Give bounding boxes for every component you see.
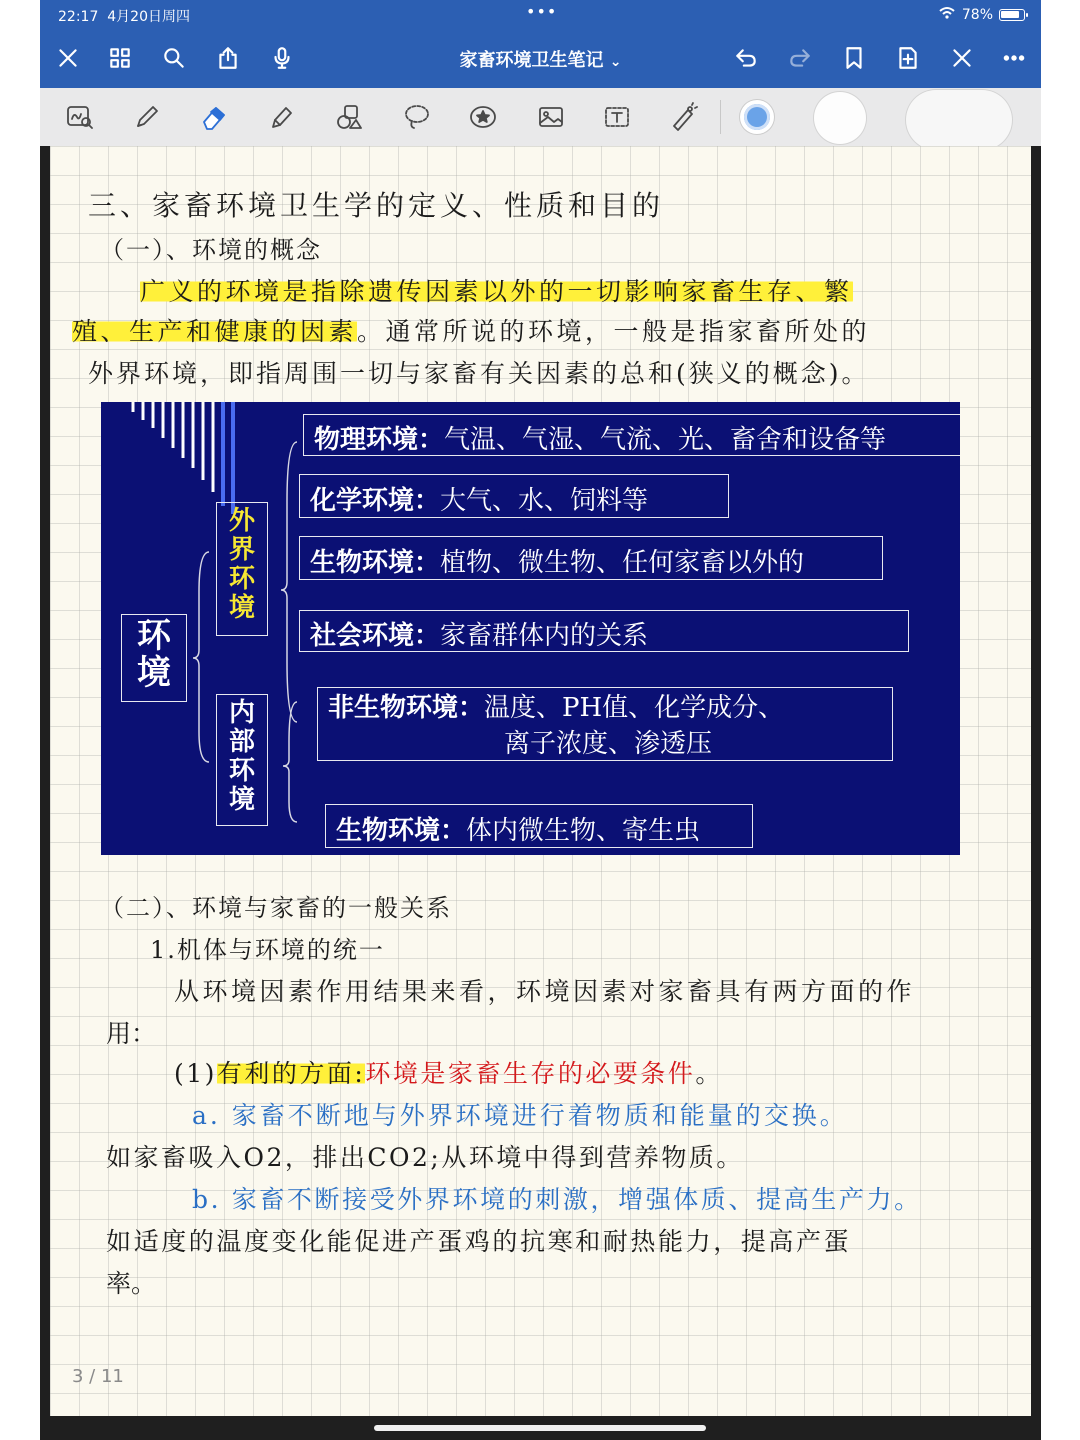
battery-icon [999,9,1025,21]
diagram-item-abiotic: 非生物环境：温度、PH值、化学成分、 离子浓度、渗透压 [317,687,893,761]
battery-percent: 78% [961,7,993,23]
subsection-heading-2: （二）、环境与家畜的一般关系 [100,894,452,922]
section-heading: 三、家畜环境卫生学的定义、性质和目的 [88,189,665,222]
image-tool-icon[interactable] [534,100,568,134]
point-b-line-3: 率。 [106,1269,157,1298]
highlighter-tool-icon[interactable] [264,100,298,134]
point-a: a. 家畜不断地与外界环境进行着物质和能量的交换。 [192,1101,848,1130]
wifi-icon [938,6,956,24]
text-tool-icon[interactable] [600,100,634,134]
document-title[interactable]: 家畜环境卫生笔记 ⌄ [459,50,622,71]
sticker-tool-icon[interactable] [466,100,500,134]
app-window [40,0,1041,1440]
highlight-definition-1: 广义的环境是指除遗传因素以外的一切影响家畜生存、繁 [140,277,853,306]
pen-tool-icon[interactable] [130,100,164,134]
subsection-heading-2-1: 1.机体与环境的统一 [150,936,385,964]
app-top-bar [40,28,1041,88]
subsection-heading-1: （一）、环境的概念 [100,236,322,264]
multitask-dots[interactable]: ••• [526,2,558,21]
bookmark-icon[interactable] [838,42,870,74]
color-swatch-blue-fill [744,104,770,130]
more-options-icon[interactable] [998,42,1030,74]
chevron-down-icon: ⌄ [609,54,622,70]
zoom-lasso-tool-icon[interactable] [62,100,96,134]
diagram-root-box: 环 境 [121,614,187,702]
diagram-item-physical: 物理环境：气温、气湿、气流、光、畜舍和设备等 [303,414,960,456]
point-b: b. 家畜不断接受外界环境的刺激，增强体质、提高生产力。 [192,1185,922,1214]
paragraph-2-line-1: 从环境因素作用结果来看，环境因素对家畜具有两方面的作 [174,977,916,1006]
status-bar [40,0,1041,28]
redo-icon[interactable] [784,42,816,74]
point-a-line-2: 如家畜吸入O2，排出CO2;从环境中得到营养物质。 [106,1143,744,1172]
undo-icon[interactable] [730,42,762,74]
highlight-beneficial: 有利的方面: [216,1059,366,1088]
eraser-tool-icon[interactable] [196,100,230,134]
diagram-item-internal-biological: 生物环境：体内微生物、寄生虫 [325,804,753,848]
highlight-definition-2: 殖、生产和健康的因素 [72,317,358,346]
shapes-tool-icon[interactable] [332,100,366,134]
stroke-width-preview[interactable] [906,90,1012,150]
diagram-item-chemical: 化学环境：大气、水、饲料等 [299,474,729,518]
drawing-toolbar [40,88,1041,146]
add-page-icon[interactable] [892,42,924,74]
status-time: 22:17 4月20日周四 [58,9,190,25]
paragraph-line-3: 外界环境，即指周围一切与家畜有关因素的总和(狭义的概念)。 [88,359,870,388]
diagram-external-box: 外 界 环 境 [216,502,268,636]
home-indicator[interactable] [374,1425,706,1431]
point-b-line-2: 如适度的温度变化能促进产蛋鸡的抗寒和耐热能力，提高产蛋 [106,1227,852,1256]
environment-diagram [101,402,960,855]
diagram-item-biological: 生物环境：植物、微生物、任何家畜以外的 [299,536,883,580]
lasso-tool-icon[interactable] [400,100,434,134]
color-swatch-blue[interactable] [740,100,774,134]
status-right [938,6,1025,24]
laser-pointer-tool-icon[interactable] [666,100,700,134]
close-document-icon[interactable] [946,42,978,74]
diagram-item-social: 社会环境：家畜群体内的关系 [299,610,909,652]
color-swatch-white[interactable] [814,92,866,144]
paragraph-line-2: 殖、生产和健康的因素。通常所说的环境，一般是指家畜所处的 [72,317,871,346]
toolbar-divider [720,100,721,134]
point-1: (1)有利的方面:环境是家畜生存的必要条件。 [174,1059,723,1088]
paragraph-2-line-2: 用： [106,1019,157,1048]
notebook-page[interactable] [50,146,1031,1416]
red-text-necessary-condition: 环境是家畜生存的必要条件 [365,1059,696,1088]
paragraph-line-1 [140,272,853,308]
diagram-internal-box: 内 部 环 境 [216,694,268,826]
page-number: 3 / 11 [72,1366,124,1387]
